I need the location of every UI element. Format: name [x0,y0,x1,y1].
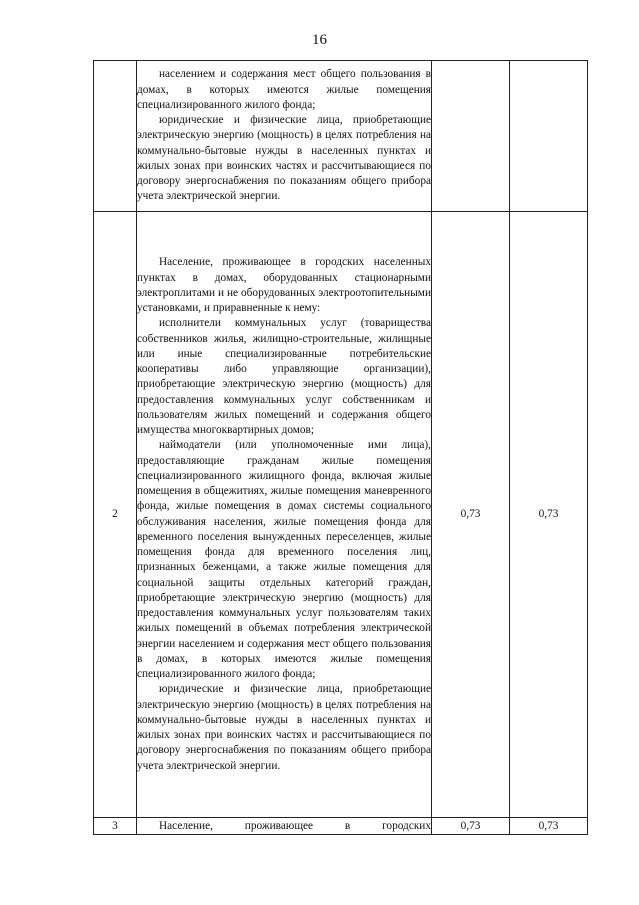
row-value-1: 0,73 [432,818,510,835]
page-number: 16 [312,32,327,48]
tariff-table [93,60,588,835]
description-paragraph: населением и содержания мест общего пользования в домах, в которых имеются жилые помещения специализированного жилого фонда; [137,68,431,111]
description-paragraph: Население, проживающее в городских населенных пунктах в домах, оборудованных стационарными электроплитами и не оборудованных электроотопительными установками, и приравненные к нему: [137,256,431,314]
row-number [94,61,137,212]
row-number: 3 [94,818,137,835]
description-paragraph: наймодатели (или уполномоченные ими лица), предоставляющие гражданам жилые помещения специализированного жилищного фонда, включая жилые помещения в общежитиях, жилые помещения маневренного фонда, жилые помещения в домах системы социального обслуживания населения, жилые помещения фонда для временного поселения вынужденных переселенцев, жилые помещения фонда для временного поселения лиц, признанных беженцами, а также жилые помещения для социальной защиты отдельных категорий граждан, приобретающие электрическую энергию (мощность) для предоставления коммунальных услуг пользователям таких жилых помещений в объемах потребления электрической энергии населением и содержания мест общего пользования в домах, в которых имеются жилые помещения специализированного жилого фонда; [137,439,431,680]
row-value-2: 0,73 [510,212,588,818]
description-paragraph: юридические и физические лица, приобретающие электрическую энергию (мощность) в целях потребления на коммунально-бытовые нужды в населенных пунктах и жилых зонах при воинских частях и рассчитывающиеся по договору энергоснабжения по показаниям общего прибора учета электрической энергии. [137,683,431,772]
description-paragraph: юридические и физические лица, приобретающие электрическую энергию (мощность) в целях потребления на коммунально-бытовые нужды в населенных пунктах и жилых зонах при воинских частях и рассчитывающиеся по договору энергоснабжения по показаниям общего прибора учета электрической энергии. [137,114,431,203]
table-row [94,818,588,835]
row-value-1: 0,73 [432,212,510,818]
description-paragraph: Население, проживающее в городских [159,820,431,832]
row-description [137,212,432,818]
row-value-2: 0,73 [510,818,588,835]
row-number: 2 [94,212,137,818]
table-row [94,61,588,212]
description-paragraph: исполнители коммунальных услуг (товарищества собственников жилья, жилищно-строительные, жилищные или иные специализированные потребительские кооперативы либо управляющие организации), приобретающие электрическую энергию (мощность) для предоставления коммунальных услуг собственникам и пользователям жилых помещений и содержания общего имущества многоквартирных домов; [137,317,431,436]
row-value-1 [432,61,510,212]
row-description [137,61,432,212]
row-value-2 [510,61,588,212]
row-description [137,818,432,835]
table-row [94,212,588,818]
